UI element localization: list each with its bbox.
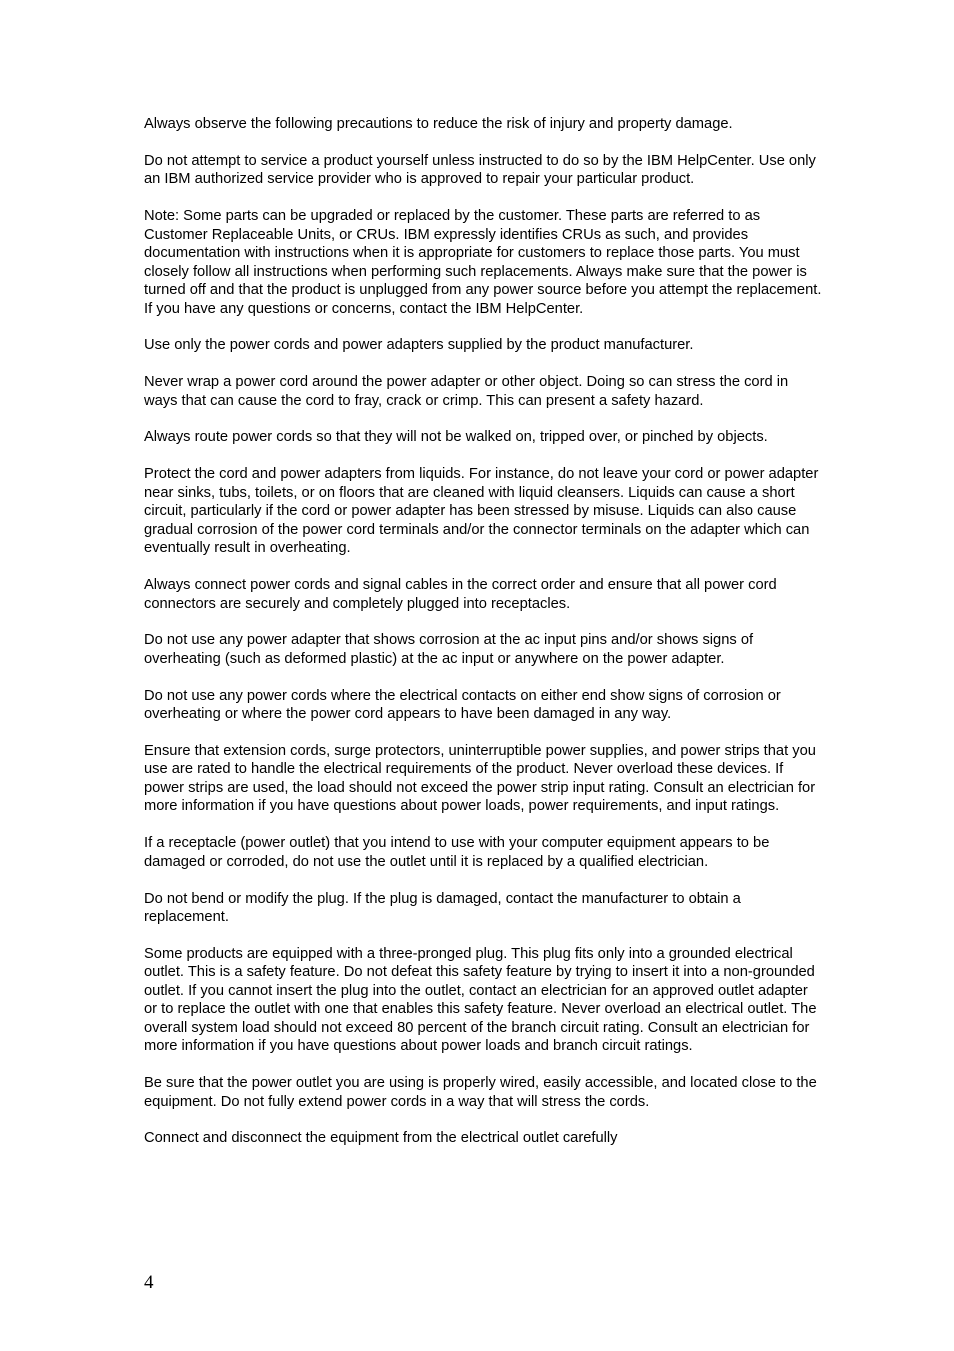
paragraph-connect-disconnect: Connect and disconnect the equipment from the electrical outlet carefully <box>144 1130 618 1147</box>
paragraph-power-outlet: Be sure that the power outlet you are using is properly wired, easily accessible, and located close to the equipment. Do not fully extend power cords in a way that will stress the cords. <box>144 1075 817 1110</box>
paragraph-power-cords-supplied: Use only the power cords and power adapters supplied by the product manufacturer. <box>144 337 694 354</box>
paragraph-adapter-corrosion: Do not use any power adapter that shows corrosion at the ac input pins and/or shows signs of overheating (such as deformed plastic) at the ac input or anywhere on the power adapter. <box>144 632 754 667</box>
paragraph-wrap-cord: Never wrap a power cord around the power adapter or other object. Doing so can stress the cord in ways that can cause the cord to fray, crack or crimp. This can present a safety hazard. <box>144 374 789 409</box>
page-number: 4 <box>144 1272 154 1293</box>
document-body <box>144 115 824 1166</box>
paragraph-plug-modify: Do not bend or modify the plug. If the plug is damaged, contact the manufacturer to obtain a replacement. <box>144 890 741 926</box>
paragraph-connect-order: Always connect power cords and signal cables in the correct order and ensure that all power cord connectors are securely and completely plugged into receptacles. <box>144 577 777 612</box>
paragraph-cord-damage: Do not use any power cords where the electrical contacts on either end show signs of corrosion or overheating or where the power cord appears to have been damaged in any way. <box>144 687 781 723</box>
paragraph-extension-cords: Ensure that extension cords, surge protectors, uninterruptible power supplies, and power strips that you use are rated to handle the electrical requirements of the product. Never overload these devices. If power strips are used, the load should not exceed the power strip input rating. Consult an electrician for more information if you have questions about power loads, power requirements, and input ratings. <box>144 742 816 815</box>
paragraph-cru-note: Note: Some parts can be upgraded or replaced by the customer. These parts are referred to as Customer Replaceable Units, or CRUs. IBM expressly identifies CRUs as such, and provides documentation with instructions when it is appropriate for customers to replace those parts. You must closely follow all instructions when performing such replacements. Always make sure that the power is turned off and that the product is unplugged from any power source before you attempt the replacement. If you have any questions or concerns, contact the IBM HelpCenter. <box>144 208 822 317</box>
paragraph-liquids: Protect the cord and power adapters from liquids. For instance, do not leave your cord or power adapter near sinks, tubs, toilets, or on floors that are cleaned with liquid cleansers. Liquids can cause a short circuit, particularly if the cord or power adapter has been stressed by misuse. Liquids can also cause gradual corrosion of the power cord terminals and/or the connector terminals on the adapter which can eventually result in overheating. <box>144 466 819 557</box>
paragraph-receptacle: If a receptacle (power outlet) that you intend to use with your computer equipment appears to be damaged or corroded, do not use the outlet until it is replaced by a qualified electrician. <box>144 835 770 870</box>
paragraph-precautions-intro: Always observe the following precautions to reduce the risk of injury and property damage. <box>144 116 733 132</box>
paragraph-route-cords: Always route power cords so that they will not be walked on, tripped over, or pinched by objects. <box>144 429 768 446</box>
paragraph-three-pronged-plug: Some products are equipped with a three-pronged plug. This plug fits only into a grounded electrical outlet. This is a safety feature. Do not defeat this safety feature by trying to insert it into a non-grounded outlet. If you cannot insert the plug into the outlet, contact an electrician for an approved outlet adapter or to replace the outlet with one that enables this safety feature. Never overload an electrical outlet. The overall system load should not exceed 80 percent of the branch circuit rating. Consult an electrician for more information if you have questions about power loads and branch circuit ratings. <box>144 945 817 1055</box>
paragraph-service-warning: Do not attempt to service a product yourself unless instructed to do so by the IBM HelpCenter. Use only an IBM authorized service provider who is approved to repair your particular product. <box>144 152 816 188</box>
